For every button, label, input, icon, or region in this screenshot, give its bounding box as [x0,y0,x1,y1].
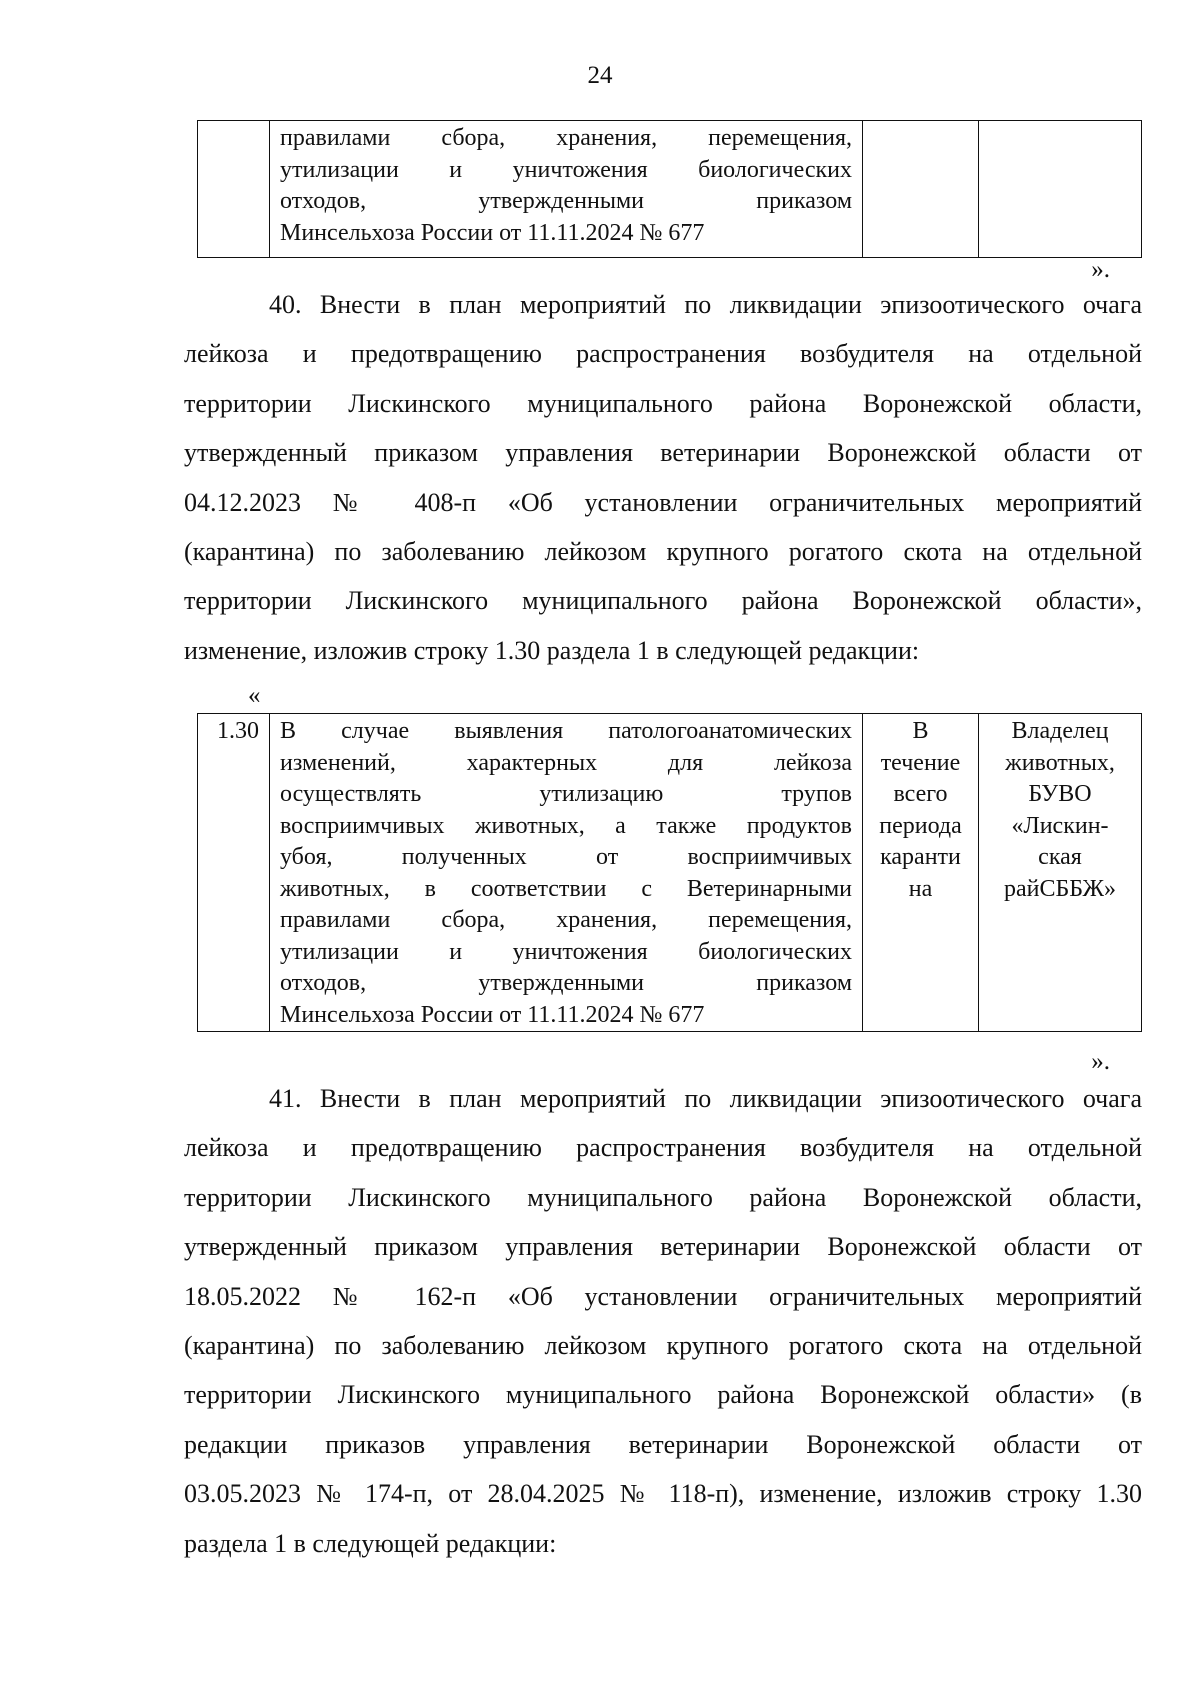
term-cell [863,714,979,1032]
text-line: утилизации и уничтожения биологических [280,938,852,965]
table-continuation [197,120,1142,258]
responsible-line: БУВО [1028,781,1092,807]
paragraph-line: лейкоза и предотвращению распространения возбудителя на отдельной [184,1133,1142,1163]
paragraph-line: 18.05.2022 № 162-п «Об установлении ограничительных мероприятий [184,1281,1142,1311]
paragraph-line: утвержденный приказом управления ветеринарии Воронежской области от [184,438,1142,468]
measure-text-cell [270,121,863,258]
opening-quote: « [248,682,261,709]
term-cell [863,121,979,258]
term-line: периода [879,812,962,839]
closing-quote: ». [1091,256,1110,283]
responsible-line: ская [1038,844,1082,870]
paragraph-line: изменение, изложив строку 1.30 раздела 1 в следующей редакции: [184,635,920,665]
paragraph-line: лейкоза и предотвращению распространения возбудителя на отдельной [184,339,1142,369]
paragraph-line: редакции приказов управления ветеринарии Воронежской области от [184,1429,1142,1459]
paragraph-line: утвержденный приказом управления ветеринарии Воронежской области от [184,1232,1142,1262]
text-line: осуществлять утилизацию трупов [280,781,852,807]
text-line: восприимчивых животных, а также продуктов [280,812,852,839]
responsible-cell [979,714,1142,1032]
responsible-line: Владелец [1011,718,1109,744]
term-line: В [912,718,929,744]
term-line: на [908,875,933,902]
text-line: В случае выявления патологоанатомических [280,718,852,744]
responsible-line: животных, [1005,749,1115,776]
text-line: убоя, полученных от восприимчивых [280,844,852,870]
text-line: отходов, утвержденными приказом [280,188,852,214]
paragraph-line: (карантина) по заболеванию лейкозом крупного рогатого скота на отдельной [184,536,1142,566]
table-row [198,714,1142,1032]
term-line: всего [893,781,948,807]
table-row-1-30 [197,713,1142,1032]
text-line: отходов, утвержденными приказом [280,970,852,996]
row-number-cell [198,121,270,258]
table-row [198,121,1142,258]
term-line: каранти [880,844,961,870]
paragraph-line: территории Лискинского муниципального района Воронежской области» (в [184,1380,1142,1410]
measure-text-cell [270,714,863,1032]
paragraph-line: (карантина) по заболеванию лейкозом крупного рогатого скота на отдельной [184,1330,1142,1360]
text-line: утилизации и уничтожения биологических [280,156,852,183]
paragraph-40 [184,280,1142,675]
text-line: изменений, характерных для лейкоза [280,749,852,776]
term-line: течение [880,749,961,776]
text-line: Минсельхоза России от 11.11.2024 № 677 [280,1001,705,1028]
paragraph-line: территории Лискинского муниципального района Воронежской области, [184,388,1142,418]
page-number: 24 [587,62,613,89]
closing-quote: ». [1091,1048,1110,1075]
text-line: животных, в соответствии с Ветеринарными [280,875,852,902]
paragraph-41 [184,1074,1142,1568]
paragraph-line: территории Лискинского муниципального района Воронежской области, [184,1182,1142,1212]
paragraph-line: раздела 1 в следующей редакции: [184,1528,557,1558]
paragraph-line: 04.12.2023 № 408-п «Об установлении ограничительных мероприятий [184,487,1142,517]
responsible-cell [979,121,1142,258]
responsible-line: «Лискин- [1011,812,1109,839]
text-line: правилами сбора, хранения, перемещения, [280,125,852,151]
text-line: правилами сбора, хранения, перемещения, [280,907,852,933]
paragraph-line: 40. Внести в план мероприятий по ликвидации эпизоотического очага [269,290,1142,319]
responsible-line: райСББЖ» [1004,875,1116,902]
row-number-cell: 1.30 [198,714,270,1032]
paragraph-line: 41. Внести в план мероприятий по ликвидации эпизоотического очага [269,1084,1142,1113]
paragraph-line: территории Лискинского муниципального района Воронежской области», [184,586,1142,616]
text-line: Минсельхоза России от 11.11.2024 № 677 [280,219,705,246]
paragraph-line: 03.05.2023 № 174-п, от 28.04.2025 № 118-п), изменение, изложив строку 1.30 [184,1479,1142,1509]
